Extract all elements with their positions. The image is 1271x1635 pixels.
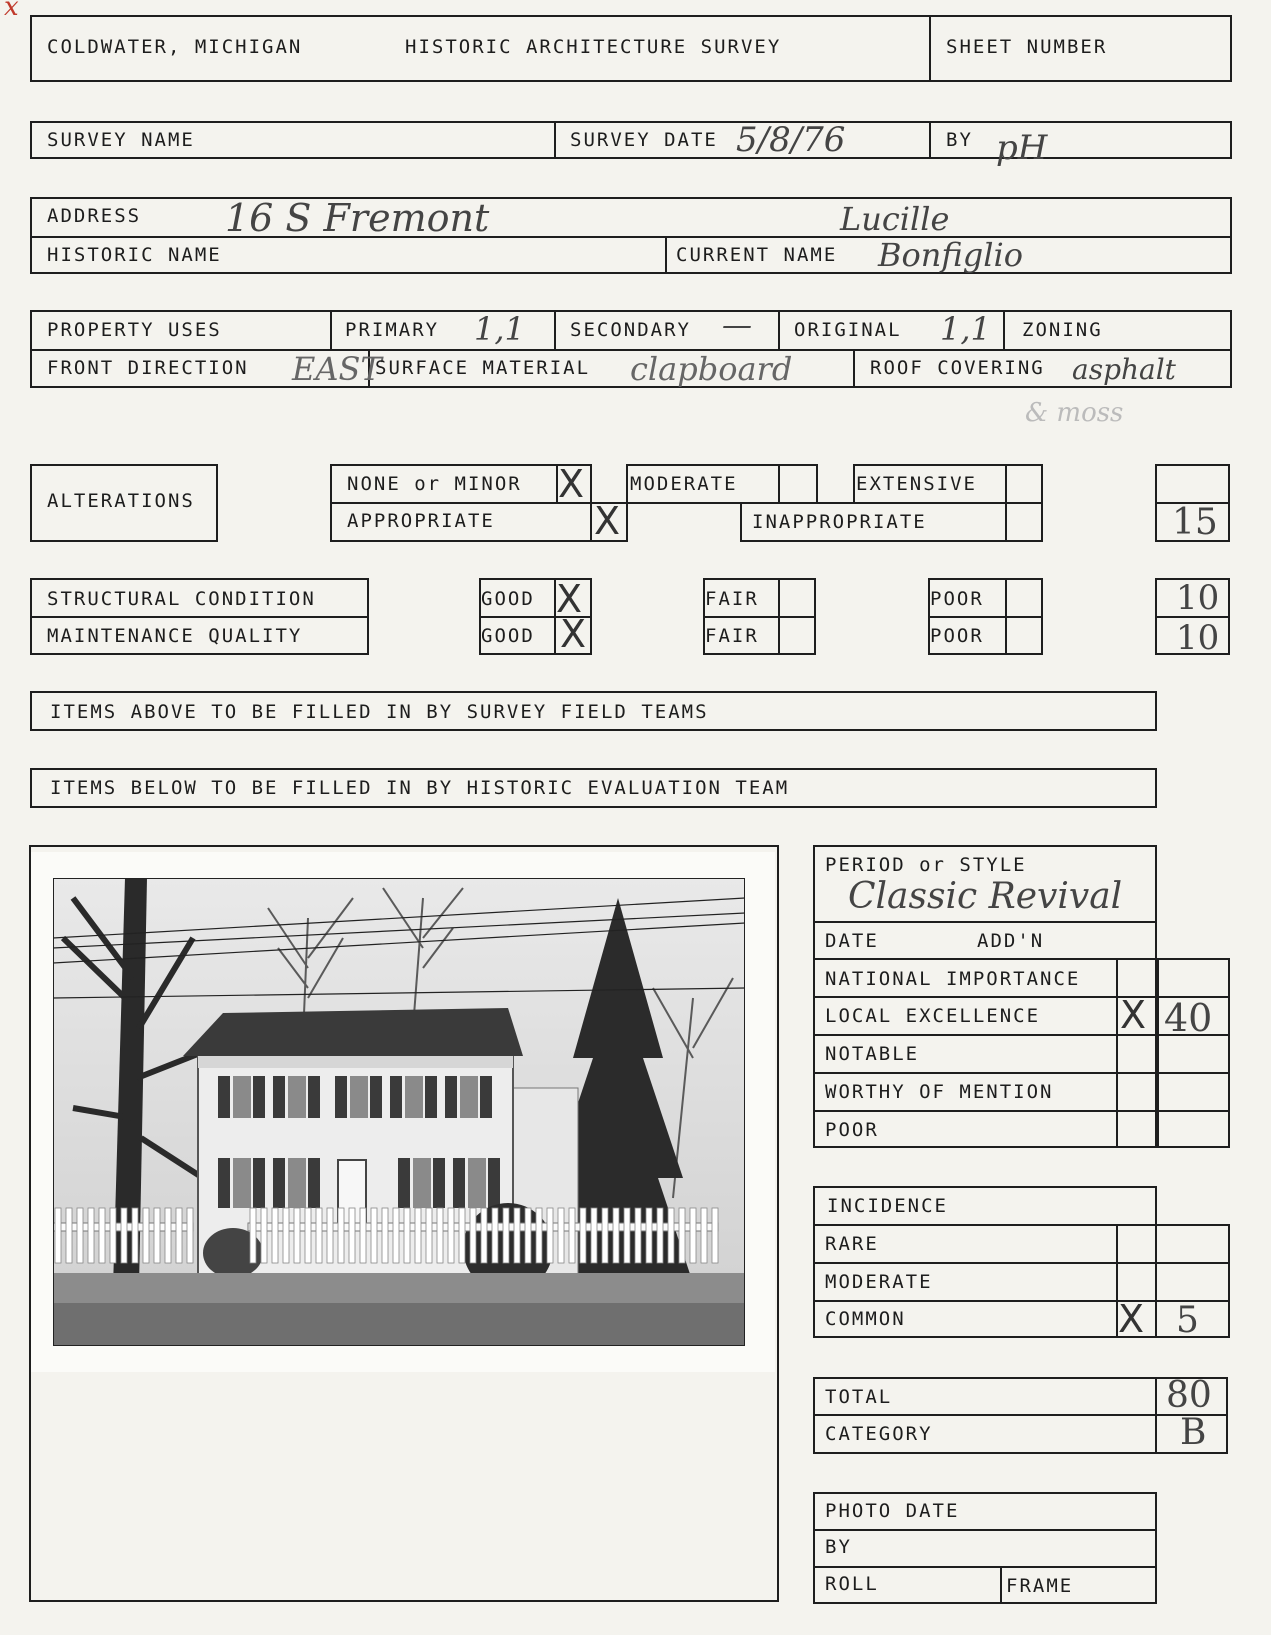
items-below-text: ITEMS BELOW TO BE FILLED IN BY HISTORIC EVALUATION TEAM	[50, 777, 790, 799]
photo-by-label: BY	[825, 1536, 852, 1558]
national-importance-label: NATIONAL IMPORTANCE	[825, 968, 1081, 990]
appropriate-label: APPROPRIATE	[347, 510, 495, 532]
period-style-value: Classic Revival	[848, 876, 1123, 917]
historic-name-label: HISTORIC NAME	[47, 244, 222, 266]
none-minor-label: NONE or MINOR	[347, 473, 522, 495]
alterations-score: 15	[1172, 502, 1218, 543]
local-excellence-score: 40	[1164, 996, 1213, 1040]
rare-label: RARE	[825, 1233, 879, 1255]
inappropriate-label: INAPPROPRIATE	[752, 511, 927, 533]
survey-by-value: pH	[996, 128, 1048, 168]
poor-label-structural: POOR	[930, 588, 984, 610]
current-name-label: CURRENT NAME	[676, 244, 838, 266]
header-title: HISTORIC ARCHITECTURE SURVEY	[405, 36, 782, 58]
category-label: CATEGORY	[825, 1423, 933, 1445]
maintenance-good-mark: X	[560, 612, 587, 656]
poor-label-maintenance: POOR	[930, 625, 984, 647]
evaluation-poor-label: POOR	[825, 1119, 879, 1141]
property-uses-label: PROPERTY USES	[47, 319, 222, 341]
category-value: B	[1180, 1412, 1207, 1453]
total-label: TOTAL	[825, 1386, 893, 1408]
common-score: 5	[1176, 1300, 1199, 1341]
front-direction-label: FRONT DIRECTION	[47, 357, 249, 379]
appropriate-mark: X	[594, 499, 621, 543]
surface-material-value: clapboard	[630, 350, 793, 388]
total-value: 80	[1166, 1375, 1212, 1416]
address-value: 16 S Fremont	[225, 196, 490, 240]
house-photo	[31, 852, 775, 1372]
roll-label: ROLL	[825, 1573, 879, 1595]
none-minor-mark: X	[558, 462, 585, 506]
surface-material-label: SURFACE MATERIAL	[375, 357, 591, 379]
good-label-structural: GOOD	[481, 588, 535, 610]
date-label: DATE	[825, 930, 879, 952]
maintenance-quality-label: MAINTENANCE QUALITY	[47, 625, 303, 647]
primary-value: 1,1	[474, 310, 525, 348]
alterations-label: ALTERATIONS	[47, 490, 195, 512]
roof-covering-note: & moss	[1025, 398, 1124, 428]
structural-good-mark: X	[556, 577, 583, 621]
extensive-label: EXTENSIVE	[856, 473, 977, 495]
current-name-last: Bonfiglio	[878, 236, 1023, 274]
survey-date-value: 5/8/76	[736, 120, 846, 160]
items-above-text: ITEMS ABOVE TO BE FILLED IN BY SURVEY FIELD TEAMS	[50, 701, 709, 723]
addn-label: ADD'N	[977, 930, 1045, 952]
zoning-label: ZONING	[1022, 319, 1103, 341]
common-mark: X	[1118, 1297, 1145, 1341]
structural-condition-label: STRUCTURAL CONDITION	[47, 588, 316, 610]
incidence-label: INCIDENCE	[827, 1195, 948, 1217]
address-label: ADDRESS	[47, 205, 142, 227]
header-city: COLDWATER, MICHIGAN	[47, 36, 303, 58]
original-label: ORIGINAL	[794, 319, 902, 341]
current-name-first: Lucille	[840, 200, 950, 238]
moderate-label: MODERATE	[630, 473, 738, 495]
secondary-value: —	[722, 308, 752, 343]
notable-label: NOTABLE	[825, 1043, 920, 1065]
period-style-label: PERIOD or STYLE	[825, 854, 1027, 876]
frame-label: FRAME	[1006, 1575, 1074, 1597]
local-excellence-label: LOCAL EXCELLENCE	[825, 1005, 1041, 1027]
roof-covering-value: asphalt	[1072, 353, 1176, 386]
photo-date-label: PHOTO DATE	[825, 1500, 960, 1522]
primary-label: PRIMARY	[345, 319, 440, 341]
worthy-of-mention-label: WORTHY OF MENTION	[825, 1081, 1054, 1103]
survey-name-label: SURVEY NAME	[47, 129, 195, 151]
fair-label-structural: FAIR	[705, 588, 759, 610]
survey-date-label: SURVEY DATE	[570, 129, 718, 151]
secondary-label: SECONDARY	[570, 319, 691, 341]
original-value: 1,1	[940, 310, 991, 348]
front-direction-value: EAST	[292, 350, 382, 388]
roof-covering-label: ROOF COVERING	[870, 357, 1045, 379]
common-label: COMMON	[825, 1308, 906, 1330]
incidence-moderate-label: MODERATE	[825, 1271, 933, 1293]
house-photograph-image	[53, 878, 745, 1346]
maintenance-score: 10	[1176, 618, 1220, 658]
sheet-number-label: SHEET NUMBER	[946, 36, 1108, 58]
fair-label-maintenance: FAIR	[705, 625, 759, 647]
structural-score: 10	[1176, 578, 1220, 618]
good-label-maintenance: GOOD	[481, 625, 535, 647]
survey-by-label: BY	[946, 129, 973, 151]
local-excellence-mark: X	[1120, 993, 1147, 1037]
corner-mark: x	[4, 0, 19, 22]
